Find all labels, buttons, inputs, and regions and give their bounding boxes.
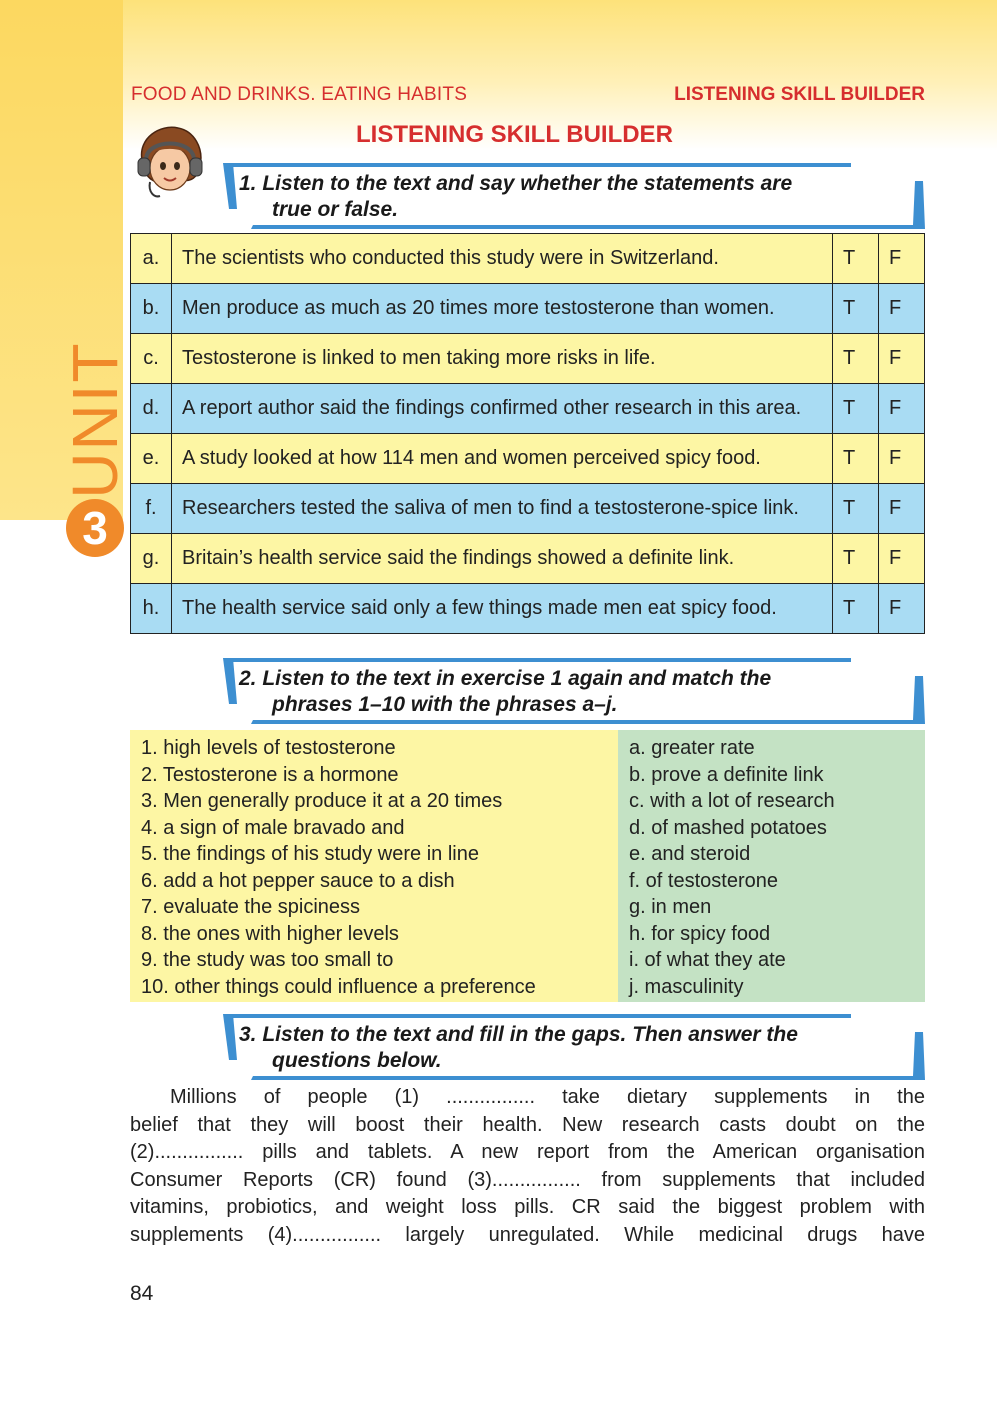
false-option[interactable]: F [879, 584, 925, 634]
true-option[interactable]: T [833, 534, 879, 584]
list-item: 10. other things could influence a preference [141, 975, 536, 998]
list-item: 9. the study was too small to [141, 949, 394, 971]
list-item: b. prove a definite link [629, 763, 824, 786]
list-item: 1. high levels of testosterone [141, 737, 396, 759]
unit-label: UNIT [59, 341, 131, 499]
match-right-column [618, 730, 925, 1002]
list-item: g. in men [629, 896, 712, 918]
list-item: 4. a sign of male bravado and [141, 816, 405, 839]
true-option[interactable]: T [833, 434, 879, 484]
list-item: f. of testosterone [629, 869, 778, 892]
exercise-1-instructions: 1. Listen to the text and say whether the statements are true or false. [239, 172, 793, 221]
false-option[interactable]: F [879, 484, 925, 534]
list-item: i. of what they ate [629, 949, 786, 971]
table-row: h. The health service said only a few things made men eat spicy food. T F [131, 584, 925, 634]
true-option[interactable]: T [833, 584, 879, 634]
false-option[interactable]: F [879, 534, 925, 584]
section-header: FOOD AND DRINKS. EATING HABITS [131, 84, 468, 105]
exercise-1-banner [223, 163, 925, 225]
page-number: 84 [130, 1282, 154, 1305]
false-option[interactable]: F [879, 384, 925, 434]
true-option[interactable]: T [833, 384, 879, 434]
page-title: LISTENING SKILL BUILDER [356, 121, 673, 148]
section-header-right: LISTENING SKILL BUILDER [674, 84, 925, 105]
table-row: a. The scientists who conducted this study were in Switzerland. T F [131, 234, 925, 284]
table-row: d. A report author said the findings confirmed other research in this area. T F [131, 384, 925, 434]
list-item: 3. Men generally produce it at a 20 times [141, 790, 503, 812]
match-left-column [130, 730, 618, 1002]
false-option[interactable]: F [879, 334, 925, 384]
exercise-3-banner [223, 1014, 925, 1076]
gap-fill-paragraph: Millions of people (1) ................ take dietary supplements in the belief that they will boost their health. New research casts doubt on the (2)................ pills and tablets. A new report from the American organisation Consumer Reports (CR) found (3)................ from supplements that included vitamins, probiotics, and weight loss pills. CR said the biggest problem with supplements (4)................ largely unregulated. While medicinal drugs have [130, 1086, 925, 1246]
table-row: b. Men produce as much as 20 times more testosterone than women. T F [131, 284, 925, 334]
false-option[interactable]: F [879, 284, 925, 334]
false-option[interactable]: F [879, 234, 925, 284]
true-option[interactable]: T [833, 484, 879, 534]
false-option[interactable]: F [879, 434, 925, 484]
list-item: 5. the findings of his study were in line [141, 843, 479, 865]
true-option[interactable]: T [833, 234, 879, 284]
exercise-2-instructions: 2. Listen to the text in exercise 1 again and match the phrases 1–10 with the phrases a–j. [239, 667, 772, 716]
list-item: j. masculinity [629, 975, 744, 998]
true-option[interactable]: T [833, 334, 879, 384]
unit-number-badge: 3 [66, 499, 124, 557]
table-row: f. Researchers tested the saliva of men to find a testosterone-spice link. T F [131, 484, 925, 534]
table-row: e. A study looked at how 114 men and women perceived spicy food. T F [131, 434, 925, 484]
matching-exercise [130, 730, 925, 1002]
girl-headphones-icon [130, 120, 210, 202]
list-item: 2. Testosterone is a hormone [141, 763, 399, 786]
list-item: 6. add a hot pepper sauce to a dish [141, 869, 455, 892]
list-item: a. greater rate [629, 737, 755, 759]
table-row: g. Britain’s health service said the findings showed a definite link. T F [131, 534, 925, 584]
list-item: e. and steroid [629, 843, 751, 865]
list-item: 7. evaluate the spiciness [141, 896, 361, 918]
list-item: d. of mashed potatoes [629, 816, 827, 839]
exercise-3-instructions: 3. Listen to the text and fill in the gaps. Then answer the questions below. [239, 1023, 798, 1072]
list-item: 8. the ones with higher levels [141, 922, 399, 945]
true-option[interactable]: T [833, 284, 879, 334]
table-row: c. Testosterone is linked to men taking more risks in life. T F [131, 334, 925, 384]
list-item: c. with a lot of research [629, 790, 835, 812]
true-false-table [130, 233, 925, 634]
list-item: h. for spicy food [629, 922, 771, 945]
exercise-2-banner [223, 658, 925, 720]
